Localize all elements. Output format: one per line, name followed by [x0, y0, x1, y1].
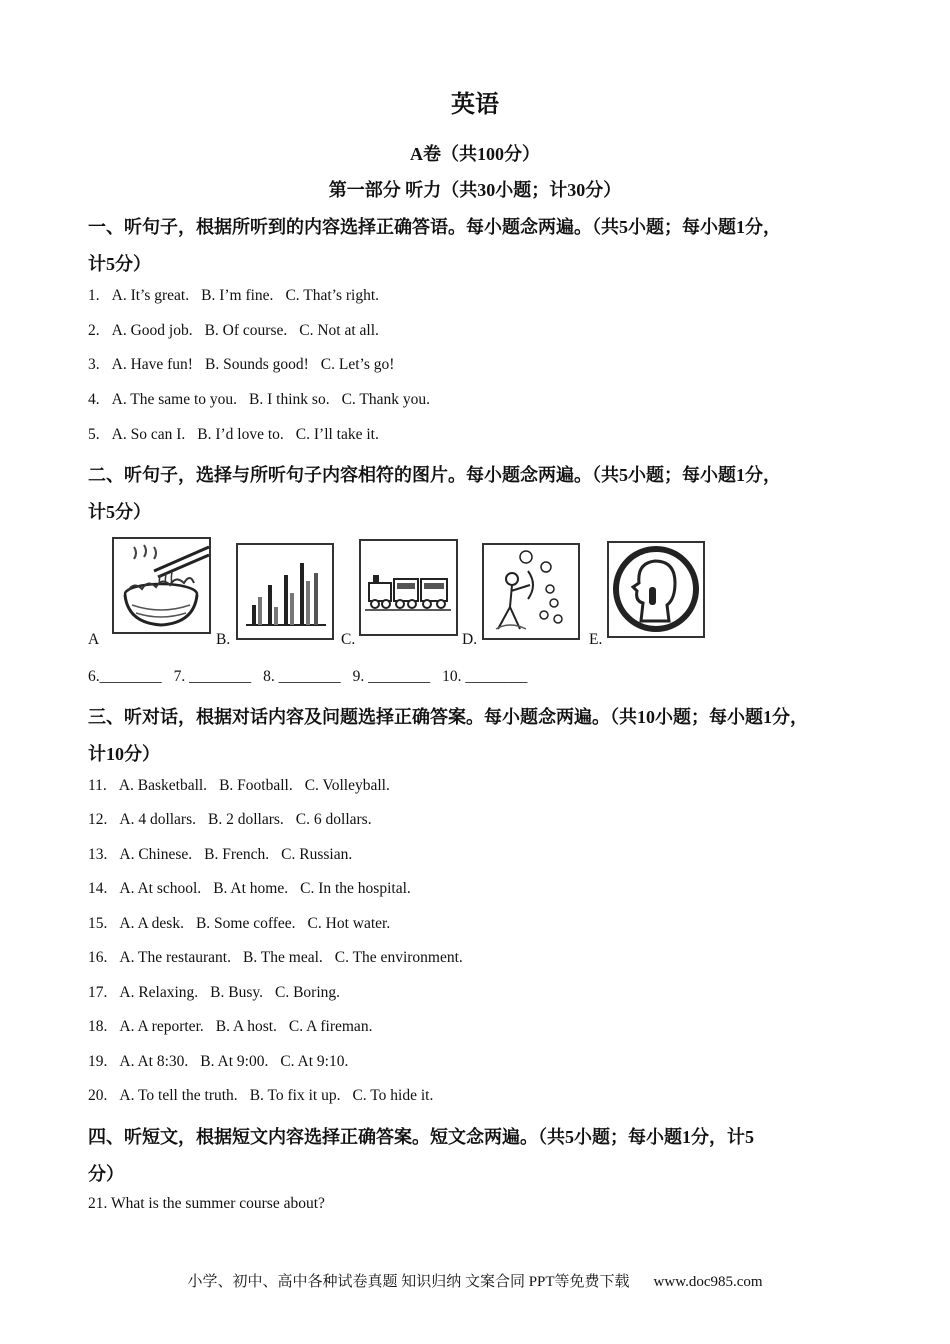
answer-blanks [88, 668, 539, 686]
question-number: 12. [88, 811, 108, 828]
option-b: B. I think so. [249, 391, 330, 408]
question-13 [88, 846, 364, 864]
picture-e [607, 541, 705, 638]
option-a: A. Chinese. [119, 846, 193, 863]
option-c: C. Volleyball. [304, 777, 390, 794]
option-a: A. Good job. [111, 322, 193, 339]
section-4-instruction: 四、听短文，根据短文内容选择正确答案。短文念两遍。（共5小题；每小题1分，计5 [88, 1127, 754, 1147]
blank-9[interactable]: 9. ________ [352, 668, 431, 685]
option-a: A. 4 dollars. [119, 811, 197, 828]
noodle-bowl-icon [114, 539, 209, 632]
toy-train-icon [361, 541, 456, 634]
page-title: 英语 [451, 92, 499, 118]
option-a: A. To tell the truth. [119, 1087, 238, 1104]
option-a: A. Basketball. [118, 777, 208, 794]
option-c: C. 6 dollars. [295, 811, 372, 828]
option-b: B. The meal. [243, 949, 323, 966]
option-c: C. To hide it. [352, 1087, 434, 1104]
option-a: A. Relaxing. [119, 984, 199, 1001]
question-number: 2. [88, 322, 100, 339]
question-number: 19. [88, 1053, 108, 1070]
question-2 [88, 322, 391, 340]
option-c: C. Let’s go! [320, 356, 395, 373]
option-c: C. The environment. [334, 949, 463, 966]
option-b: B. At home. [213, 880, 289, 897]
section-3-instruction: 三、听对话，根据对话内容及问题选择正确答案。每小题念两遍。（共10小题；每小题1分， [88, 707, 808, 727]
option-a: A. It’s great. [111, 287, 190, 304]
question-number: 11. [88, 777, 107, 794]
question-number: 5. [88, 426, 100, 443]
picture-b [236, 543, 334, 640]
option-c: C. Russian. [281, 846, 353, 863]
paper-part-heading: A卷（共100分） [410, 144, 540, 164]
picture-d [482, 543, 580, 640]
option-a: A. At 8:30. [119, 1053, 189, 1070]
bar-graph-icon [238, 545, 332, 638]
question-number: 3. [88, 356, 100, 373]
option-c: C. Hot water. [307, 915, 391, 932]
picture-b-label: B. [216, 631, 231, 648]
section-1-instruction: 一、听句子，根据所听到的内容选择正确答语。每小题念两遍。（共5小题；每小题1分， [88, 217, 781, 237]
option-c: C. Boring. [274, 984, 341, 1001]
question-4 [88, 391, 442, 409]
picture-a [112, 537, 211, 634]
footer-text: 小学、初中、高中各种试卷真题 知识归纳 文案合同 PPT等免费下载 [187, 1274, 630, 1290]
question-11 [88, 777, 402, 795]
footer-url[interactable]: www.doc985.com [653, 1274, 763, 1290]
section-2-instruction-cont: 计5分） [88, 502, 151, 522]
picture-e-label: E. [589, 631, 603, 648]
option-b: B. 2 dollars. [208, 811, 284, 828]
blank-6[interactable]: 6.________ [88, 668, 162, 685]
question-12 [88, 811, 384, 829]
option-c: C. In the hospital. [300, 880, 411, 897]
question-number: 18. [88, 1018, 108, 1035]
option-c: C. At 9:10. [280, 1053, 349, 1070]
option-b: B. A host. [215, 1018, 277, 1035]
option-b: B. Some coffee. [195, 915, 296, 932]
question-number: 15. [88, 915, 108, 932]
option-c: C. I’ll take it. [295, 426, 379, 443]
option-c: C. A fireman. [288, 1018, 373, 1035]
option-a: A. At school. [119, 880, 202, 897]
question-number: 20. [88, 1087, 108, 1104]
question-5 [88, 426, 391, 444]
picture-c-label: C. [341, 631, 356, 648]
question-number: 13. [88, 846, 108, 863]
option-b: B. French. [204, 846, 270, 863]
question-20 [88, 1087, 445, 1105]
question-16 [88, 949, 475, 967]
section-3-instruction-cont: 计10分） [88, 744, 160, 764]
option-a: A. So can I. [111, 426, 186, 443]
picture-d-label: D. [462, 631, 478, 648]
option-b: B. Sounds good! [204, 356, 309, 373]
option-a: A. The same to you. [111, 391, 238, 408]
option-b: B. I’m fine. [201, 287, 274, 304]
question-number: 14. [88, 880, 108, 897]
option-a: A. A reporter. [119, 1018, 204, 1035]
question-3 [88, 356, 406, 374]
question-14 [88, 880, 423, 898]
option-b: B. Busy. [210, 984, 263, 1001]
option-b: B. Of course. [204, 322, 288, 339]
option-b: B. At 9:00. [200, 1053, 269, 1070]
option-b: B. To fix it up. [249, 1087, 341, 1104]
quiet-please-icon [609, 543, 703, 636]
option-a: A. Have fun! [111, 356, 193, 373]
question-15 [88, 915, 402, 933]
option-b: B. Football. [219, 777, 293, 794]
question-21: 21. What is the summer course about? [88, 1195, 325, 1212]
archer-targets-icon [484, 545, 578, 638]
question-19 [88, 1053, 360, 1071]
question-number: 16. [88, 949, 108, 966]
option-c: C. Not at all. [299, 322, 379, 339]
question-number: 17. [88, 984, 108, 1001]
option-a: A. A desk. [119, 915, 184, 932]
option-a: A. The restaurant. [119, 949, 231, 966]
question-17 [88, 984, 352, 1002]
question-18 [88, 1018, 384, 1036]
page-footer [0, 1270, 950, 1291]
option-c: C. That’s right. [285, 287, 380, 304]
option-c: C. Thank you. [341, 391, 430, 408]
section-2-instruction: 二、听句子，选择与所听句子内容相符的图片。每小题念两遍。（共5小题；每小题1分， [88, 465, 781, 485]
question-number: 4. [88, 391, 100, 408]
question-1 [88, 287, 391, 305]
blank-7[interactable]: 7. ________ [173, 668, 252, 685]
question-number: 1. [88, 287, 100, 304]
section-4-instruction-cont: 分） [88, 1164, 124, 1184]
option-b: B. I’d love to. [197, 426, 284, 443]
picture-a-label: A [88, 631, 100, 648]
section-1-instruction-cont: 计5分） [88, 254, 151, 274]
picture-c [359, 539, 458, 636]
blank-8[interactable]: 8. ________ [263, 668, 341, 685]
section-part-heading: 第一部分 听力（共30小题；计30分） [328, 180, 622, 200]
blank-10[interactable]: 10. ________ [442, 668, 528, 685]
